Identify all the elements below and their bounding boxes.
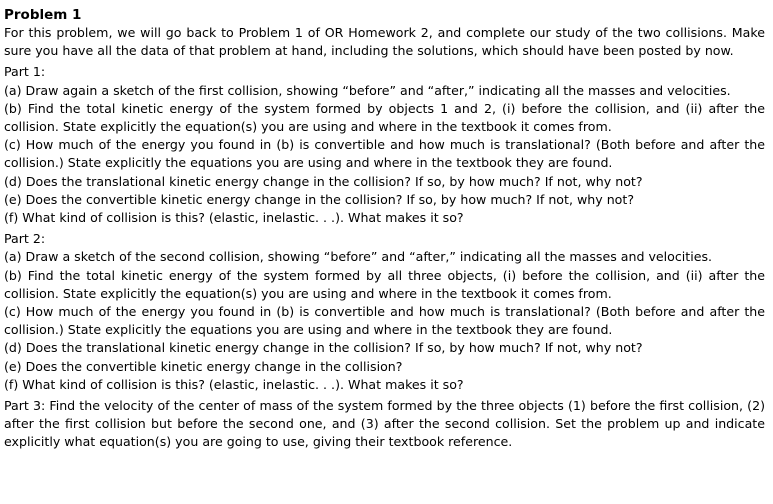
part-2-item-d: (d) Does the translational kinetic energy change in the collision? If so, by how much? If not, why not?: [4, 340, 643, 356]
part-2-section: [4, 230, 765, 394]
part-2-heading: Part 2:: [4, 231, 46, 247]
problem-title: Problem 1: [4, 7, 82, 23]
part-1-item-c: (c) How much of the energy you found in (b) is convertible and how much is translational? (Both before and after the collision.) State explicitly the equations you are using and where in the textbook they are found.: [4, 137, 765, 171]
part-1-item-b: (b) Find the total kinetic energy of the system formed by objects 1 and 2, (i) before the collision, and (ii) after the collision. State explicitly the equation(s) you are using and where in the textbook it comes from.: [4, 100, 765, 135]
part-1-heading: Part 1:: [4, 64, 46, 80]
part-1-item-a: (a) Draw again a sketch of the first collision, showing “before” and “after,” indicating all the masses and velocities.: [4, 82, 731, 98]
part-2-item-a: (a) Draw a sketch of the second collision, showing “before” and “after,” indicating all the masses and velocities.: [4, 249, 713, 265]
part-1-item-e: (e) Does the convertible kinetic energy change in the collision? If so, by how much? If not, why not?: [4, 191, 635, 207]
part-1-item-d: (d) Does the translational kinetic energy change in the collision? If so, by how much? If not, why not?: [4, 173, 643, 189]
part-2-item-c: (c) How much of the energy you found in (b) is convertible and how much is translational? (Both before and after the collision.) State explicitly the equations you are using and where in the textbook they are found.: [4, 304, 765, 338]
part-1-section: [4, 63, 765, 227]
part-1-item-f: (f) What kind of collision is this? (elastic, inelastic. . .). What makes it so?: [4, 210, 464, 226]
problem-intro: For this problem, we will go back to Problem 1 of OR Homework 2, and complete our study of the two collisions. Make sure you have all the data of that problem at hand, including the solutions, which should have been posted by now.: [4, 25, 765, 59]
part-3-text: Part 3: Find the velocity of the center of mass of the system formed by the three objects (1) before the first collision, (2) after the first collision but before the second one, and (3) after the second collision. Set the problem up and indicate explicitly what equation(s) you are going to use, giving their textbook reference.: [4, 398, 765, 450]
part-2-item-b: (b) Find the total kinetic energy of the system formed by all three objects, (i) before the collision, and (ii) after the collision. State explicitly the equation(s) you are using and where in the textbook it comes from.: [4, 267, 765, 301]
part-2-item-f: (f) What kind of collision is this? (elastic, inelastic. . .). What makes it so?: [4, 376, 464, 392]
part-3-section: [4, 397, 765, 452]
part-2-item-e: (e) Does the convertible kinetic energy change in the collision?: [4, 358, 403, 374]
